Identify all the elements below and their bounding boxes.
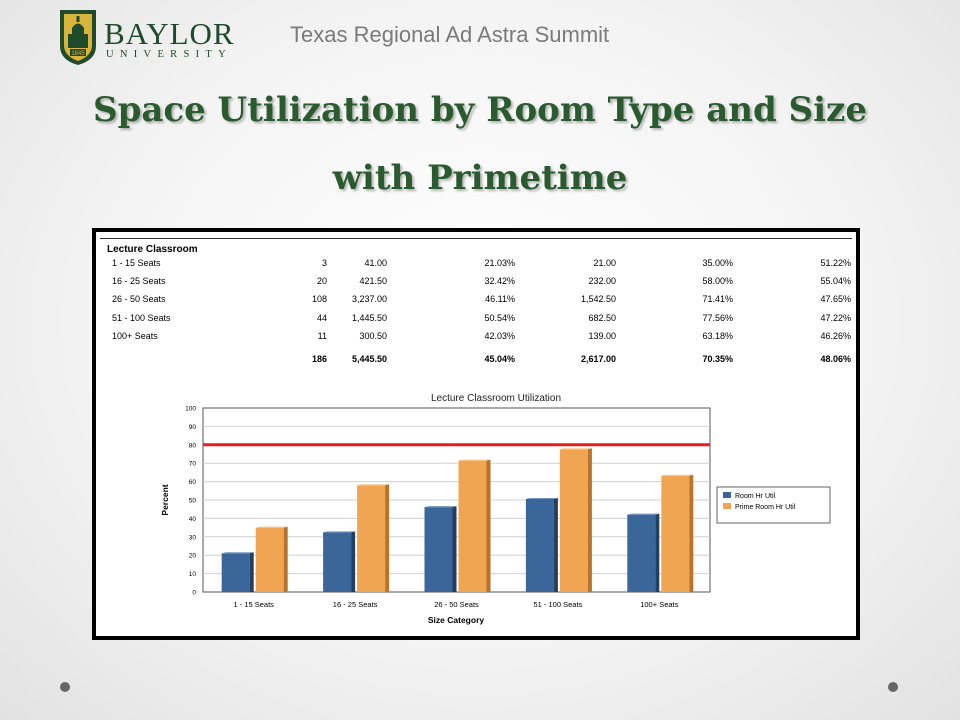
prime-room-hr-bar	[357, 485, 385, 592]
room-hr-bar	[425, 507, 453, 592]
row-label: 51 - 100 Seats	[112, 312, 171, 323]
prime-room-hr-bar-top	[256, 527, 288, 528]
y-tick-label: 50	[188, 497, 196, 505]
total-cell: 2,617.00	[580, 354, 616, 364]
table-cell: 139.00	[588, 330, 616, 341]
baylor-shield-icon	[58, 8, 98, 66]
total-cell: 48.06%	[820, 354, 851, 364]
room-hr-bar-top	[627, 514, 659, 515]
legend-swatch-prime-room-hr	[723, 503, 731, 509]
utilization-bar-chart	[96, 232, 856, 636]
table-cell: 58.00%	[702, 276, 733, 287]
slide-nav-dot-left	[60, 682, 70, 692]
y-tick-label: 30	[188, 534, 196, 542]
table-cell: 35.00%	[702, 258, 733, 268]
table-cell: 421.50	[359, 276, 387, 287]
table-cell: 42.03%	[484, 330, 515, 341]
table-cell: 44	[316, 312, 327, 323]
room-hr-bar-side	[453, 506, 457, 592]
event-name: Texas Regional Ad Astra Summit	[290, 22, 610, 47]
table-cell: 41.00	[364, 258, 387, 268]
table-cell: 71.41%	[702, 294, 733, 305]
y-tick-label: 10	[188, 571, 196, 579]
table-cell: 46.11%	[485, 294, 515, 305]
table-cell: 1,542.50	[580, 294, 616, 305]
total-cell: 186	[311, 354, 327, 364]
x-axis-label: Size Category	[427, 615, 485, 625]
room-hr-bar	[526, 499, 554, 592]
slide-title-line-2: with Primetime	[332, 158, 628, 198]
prime-room-hr-bar-top	[560, 448, 592, 449]
x-tick-label: 26 - 50 Seats	[434, 600, 479, 609]
legend-label: Prime Room Hr Util	[735, 504, 796, 511]
y-tick-label: 20	[188, 552, 196, 560]
report-frame	[92, 228, 860, 640]
table-cell: 232.00	[588, 276, 616, 287]
room-hr-bar	[222, 553, 250, 592]
legend-swatch-room-hr	[723, 492, 731, 498]
room-hr-bar-top	[526, 498, 558, 499]
y-tick-label: 70	[188, 460, 196, 468]
slide-nav-dot-right	[888, 682, 898, 692]
prime-room-hr-bar-side	[487, 460, 491, 592]
prime-room-hr-bar-top	[661, 475, 693, 476]
chart-title: Lecture Classroom Utilization	[430, 393, 562, 404]
table-cell: 46.26%	[820, 330, 851, 341]
table-cell: 11	[317, 330, 327, 341]
y-tick-label: 90	[188, 423, 196, 431]
table-cell: 51.22%	[820, 258, 851, 268]
table-cell: 300.50	[359, 330, 387, 341]
prime-room-hr-bar-side	[385, 484, 389, 592]
y-tick-label: 100	[185, 405, 196, 413]
room-hr-bar-top	[323, 531, 355, 532]
room-hr-bar-side	[351, 531, 355, 592]
x-tick-label: 16 - 25 Seats	[332, 600, 378, 609]
room-hr-bar-top	[425, 506, 457, 507]
table-cell: 682.50	[588, 312, 616, 323]
y-tick-label: 40	[188, 515, 196, 523]
prime-room-hr-bar	[459, 461, 487, 592]
prime-room-hr-bar	[560, 449, 588, 592]
prime-room-hr-bar-top	[357, 484, 389, 485]
table-cell: 32.42%	[484, 276, 515, 287]
table-cell: 20	[316, 276, 327, 287]
room-hr-bar	[323, 532, 351, 592]
y-axis-label: Percent	[160, 484, 170, 516]
table-cell: 21.00	[593, 258, 616, 268]
table-cell: 47.22%	[820, 312, 851, 323]
logo-year: 1845	[71, 51, 85, 57]
table-cell: 3	[321, 258, 327, 268]
prime-room-hr-bar-side	[284, 527, 288, 592]
row-label: 1 - 15 Seats	[112, 258, 161, 268]
slide-title-line-1: Space Utilization by Room Type and Size	[93, 90, 867, 130]
table-cell: 50.54%	[484, 312, 515, 323]
prime-room-hr-bar	[661, 476, 689, 592]
x-tick-label: 1 - 15 Seats	[233, 600, 274, 609]
room-hr-bar-side	[655, 514, 659, 592]
table-section-label: Lecture Classroom	[107, 244, 198, 255]
room-hr-bar	[627, 515, 655, 592]
table-cell: 3,237.00	[351, 294, 387, 305]
table-cell: 55.04%	[820, 276, 851, 287]
y-tick-label: 80	[188, 442, 196, 450]
table-cell: 77.56%	[702, 312, 733, 323]
report-panel	[96, 232, 856, 636]
table-cell: 108	[311, 294, 327, 305]
slide-title	[60, 76, 900, 212]
table-cell: 21.03%	[484, 258, 515, 268]
prime-room-hr-bar-top	[459, 460, 491, 461]
row-label: 26 - 50 Seats	[112, 294, 166, 305]
prime-room-hr-bar	[256, 528, 284, 592]
legend-label: Room Hr Util	[735, 493, 776, 500]
total-cell: 70.35%	[702, 354, 733, 364]
x-tick-label: 51 - 100 Seats	[533, 600, 583, 609]
row-label: 16 - 25 Seats	[112, 276, 166, 287]
room-hr-bar-side	[554, 498, 558, 592]
table-cell: 1,445.50	[351, 312, 387, 323]
prime-room-hr-bar-side	[588, 448, 592, 592]
logo-baylor-text: BAYLOR	[104, 16, 235, 51]
y-tick-label: 60	[188, 479, 196, 487]
total-cell: 5,445.50	[351, 354, 387, 364]
room-hr-bar-top	[222, 552, 254, 553]
logo-university-text: UNIVERSITY	[106, 49, 232, 60]
table-cell: 47.65%	[820, 294, 851, 305]
y-tick-label: 0	[192, 589, 196, 597]
total-cell: 45.04%	[484, 354, 515, 364]
baylor-logo	[58, 8, 248, 68]
table-cell: 63.18%	[702, 330, 733, 341]
room-hr-bar-side	[250, 552, 254, 592]
x-tick-label: 100+ Seats	[640, 600, 679, 609]
row-label: 100+ Seats	[112, 330, 158, 341]
prime-room-hr-bar-side	[689, 475, 693, 592]
